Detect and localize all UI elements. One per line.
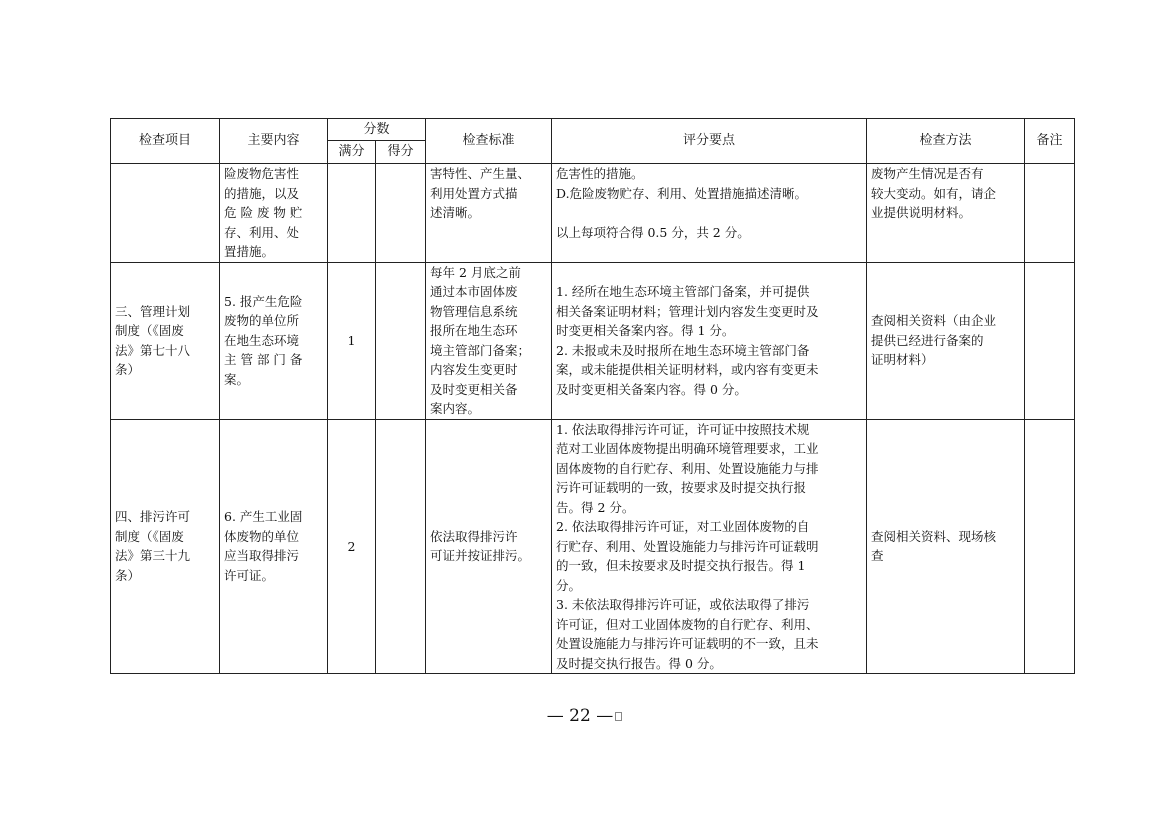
header-remark: 备注 [1025, 119, 1075, 164]
cell-got-score [376, 164, 426, 263]
cell-full-score: 1 [328, 262, 376, 419]
cell-content: 险废物危害性 的措施，以及 危 险 废 物 贮 存、利用、处 置措施。 [220, 164, 328, 263]
cell-standard: 害特性、产生量、 利用处置方式描 述清晰。 [426, 164, 552, 263]
cell-points: 危害性的措施。 D.危险废物贮存、利用、处置措施描述清晰。 以上每项符合得 0.5 分，共 2 分。 [552, 164, 867, 263]
placeholder-box-icon [615, 712, 622, 721]
cell-remark [1025, 164, 1075, 263]
cell-item: 三、管理计划 制度（《固废 法》第七十八 条） [111, 262, 220, 419]
header-content: 主要内容 [220, 119, 328, 164]
cell-content: 6. 产生工业固 体废物的单位 应当取得排污 许可证。 [220, 419, 328, 674]
cell-method: 查阅相关资料、现场核 查 [867, 419, 1025, 674]
header-points: 评分要点 [552, 119, 867, 164]
cell-standard: 每年 2 月底之前 通过本市固体废 物管理信息系统 报所在地生态环 境主管部门备案； 内容发生变更时 及时变更相关备 案内容。 [426, 262, 552, 419]
header-standard: 检查标准 [426, 119, 552, 164]
page-number-text: — 22 — [546, 706, 614, 726]
cell-points: 1. 依法取得排污许可证，许可证中按照技术规 范对工业固体废物提出明确环境管理要求，工业 固体废物的自行贮存、利用、处置设施能力与排 污许可证载明的一致，按要求及时提交执行报 告。得 2 分。 2. 依法取得排污许可证，对工业固体废物的自 行贮存、利用、处置设施能力与排污许可证载明 的一致，但未按要求及时提交执行报告。得 1 分。 3. 未依法取得排污许可证，或依法取得了排污 许可证，但对工业固体废物的自行贮存、利用、 处置设施能力与排污许可证载明的不一致，且未 及时提交执行报告。得 0 分。 [552, 419, 867, 674]
inspection-table [110, 118, 1075, 674]
header-item: 检查项目 [111, 119, 220, 164]
cell-item [111, 164, 220, 263]
cell-remark [1025, 262, 1075, 419]
page-number [0, 706, 1169, 726]
cell-method: 查阅相关资料（由企业 提供已经进行备案的 证明材料） [867, 262, 1025, 419]
cell-full-score [328, 164, 376, 263]
cell-got-score [376, 262, 426, 419]
cell-standard: 依法取得排污许 可证并按证排污。 [426, 419, 552, 674]
table-row [111, 262, 1075, 419]
cell-got-score [376, 419, 426, 674]
header-row [111, 119, 1075, 141]
cell-item: 四、排污许可 制度（《固废 法》第三十九 条） [111, 419, 220, 674]
cell-content: 5. 报产生危险 废物的单位所 在地生态环境 主 管 部 门 备 案。 [220, 262, 328, 419]
cell-full-score: 2 [328, 419, 376, 674]
table-row [111, 419, 1075, 674]
cell-points: 1. 经所在地生态环境主管部门备案，并可提供 相关备案证明材料；管理计划内容发生变更时及 时变更相关备案内容。得 1 分。 2. 未报或未及时报所在地生态环境主管部门备 案，或未能提供相关证明材料，或内容有变更未 及时变更相关备案内容。得 0 分。 [552, 262, 867, 419]
header-score: 分数 [328, 119, 426, 141]
cell-method: 废物产生情况是否有 较大变动。如有，请企 业提供说明材料。 [867, 164, 1025, 263]
table-row [111, 164, 1075, 263]
header-full-score: 满分 [328, 141, 376, 164]
header-got-score: 得分 [376, 141, 426, 164]
cell-remark [1025, 419, 1075, 674]
header-method: 检查方法 [867, 119, 1025, 164]
